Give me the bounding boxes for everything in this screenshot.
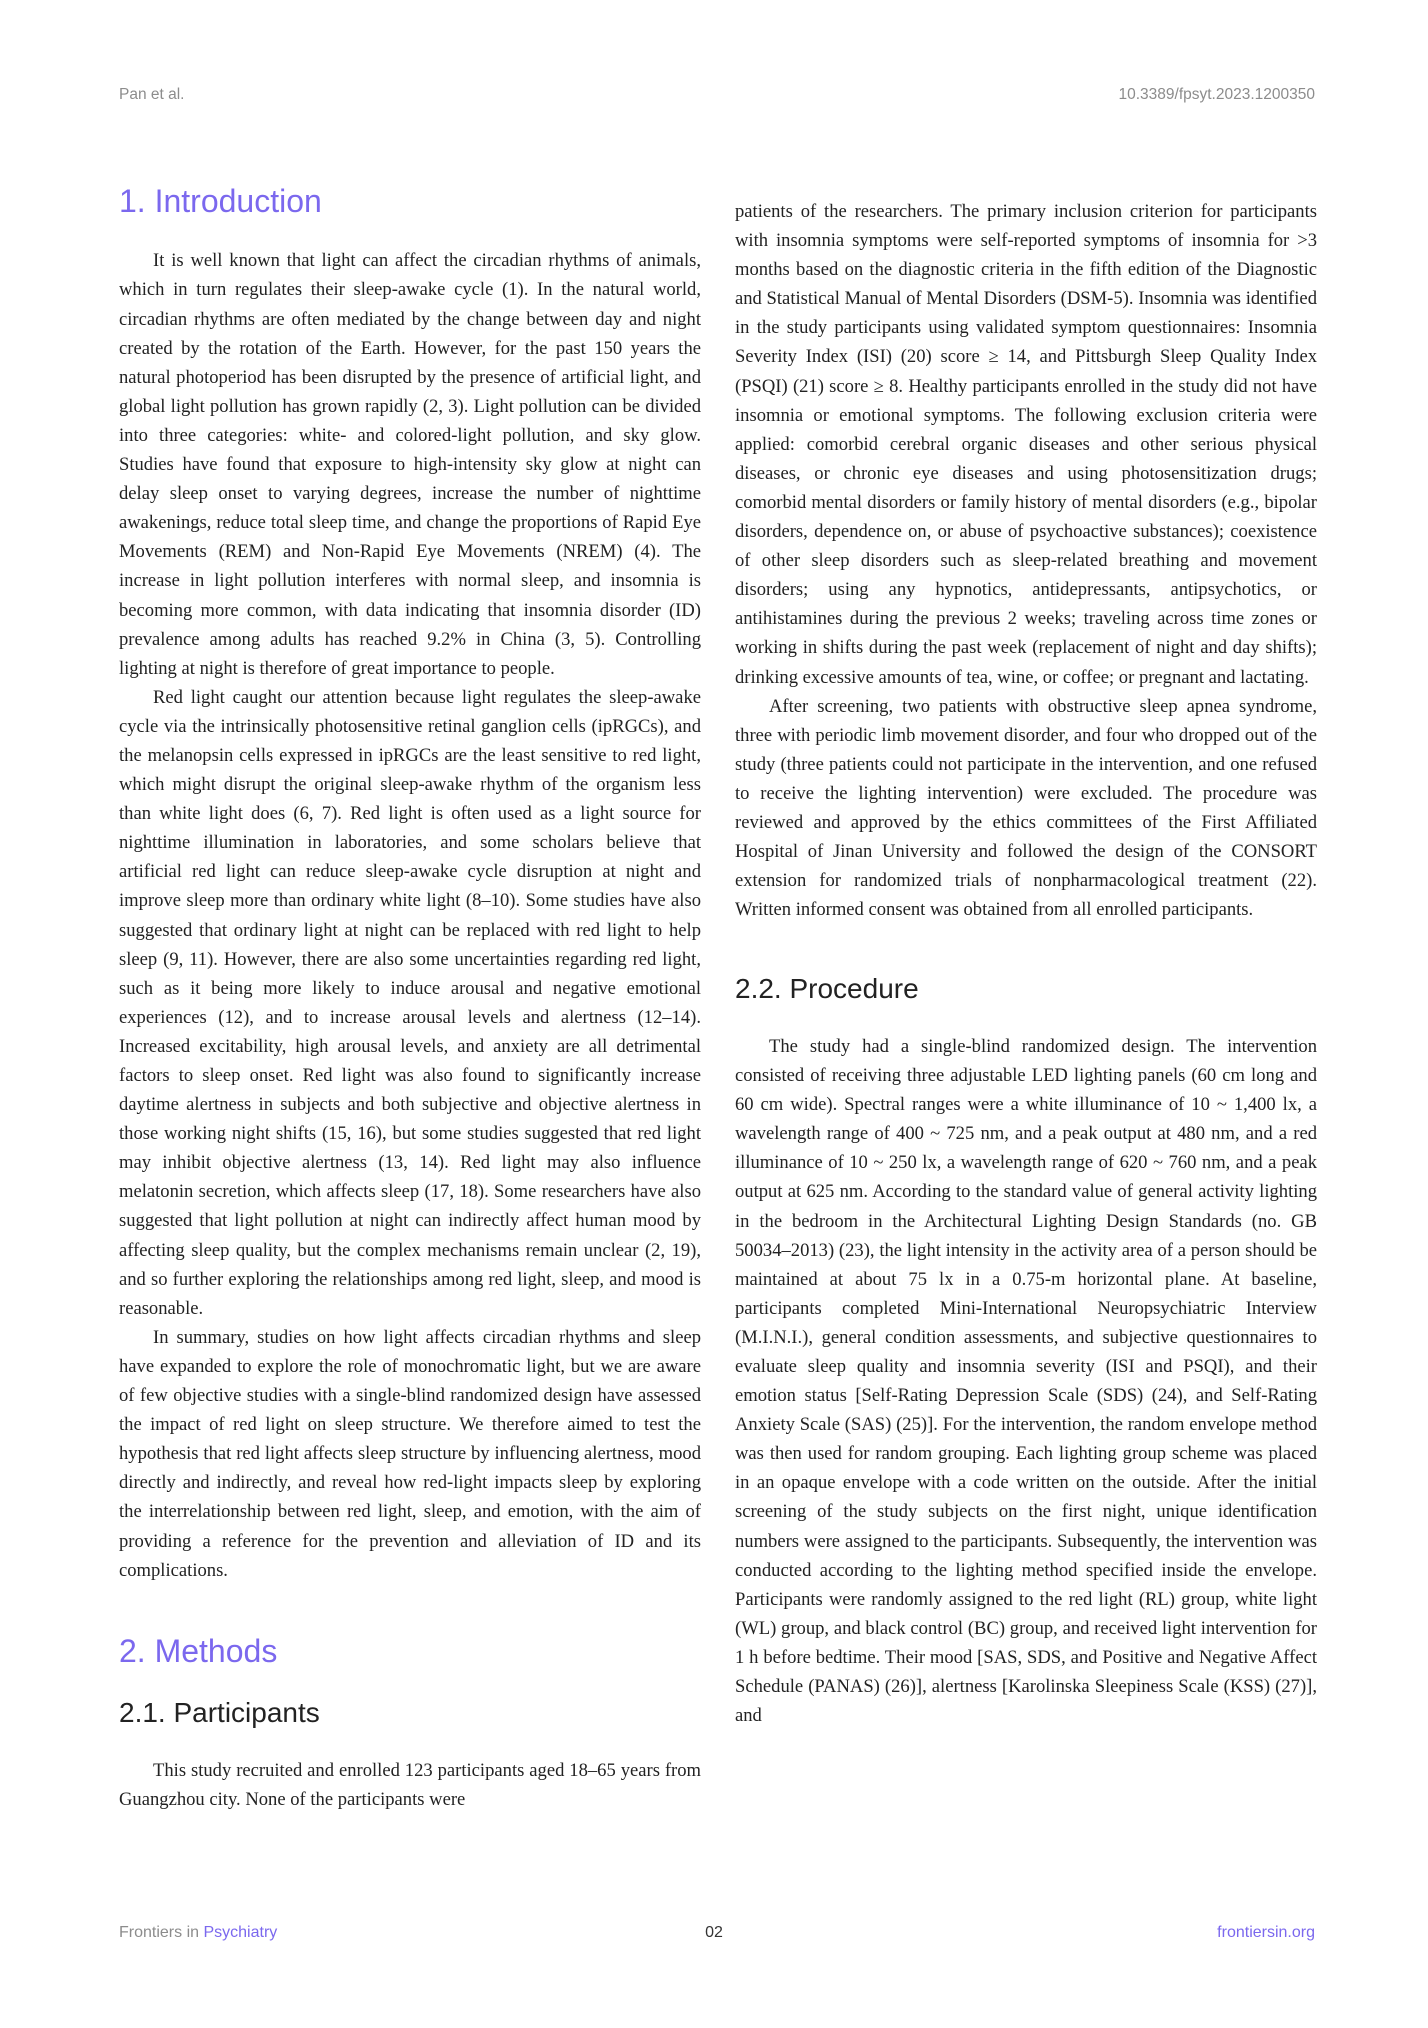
page-number: 02 bbox=[705, 1924, 723, 1941]
section-title-methods: 2. Methods bbox=[119, 1632, 278, 1669]
subsection-title-procedure: 2.2. Procedure bbox=[735, 973, 919, 1005]
running-head-doi: 10.3389/fpsyt.2023.1200350 bbox=[1118, 86, 1315, 103]
footer-site-link[interactable]: frontiersin.org bbox=[1217, 1924, 1315, 1941]
participants-paragraph-1-continued: patients of the researchers. The primary inclusion criterion for participants with insomnia symptoms were self-reported symptoms of insomnia for >3 months based on the diagnostic criteria in the fifth edition of the Diagnostic and Statistical Manual of Mental Disorders (DSM-5). Insomnia was identified in the study participants using validated symptom questionnaires: Insomnia Severity Index (ISI) (20) score ≥ 14, and Pittsburgh Sleep Quality Index (PSQI) (21) score ≥ 8. Healthy participants enrolled in the study did not have insomnia or emotional symptoms. The following exclusion criteria were applied: comorbid cerebral organic diseases and other serious physical diseases, or chronic eye diseases and using photosensitization drugs; comorbid mental disorders or family history of mental disorders (e.g., bipolar disorders, dependence on, or abuse of psychoactive substances); coexistence of other sleep disorders such as sleep-related breathing and movement disorders; using any hypnotics, antidepressants, antipsychotics, or antihistamines during the previous 2 weeks; traveling across time zones or working in shifts during the past week (replacement of night and day shifts); drinking excessive amounts of tea, wine, or coffee; or pregnant and lactating. bbox=[735, 201, 1317, 688]
intro-paragraph-3: In summary, studies on how light affects circadian rhythms and sleep have expanded to explore the role of monochromatic light, but we are aware of few objective studies with a single-blind randomized design have assessed the impact of red light on sleep structure. We therefore aimed to test the hypothesis that red light affects sleep structure by influencing alertness, mood directly and indirectly, and reveal how red-light impacts sleep by exploring the interrelationship between red light, sleep, and emotion, with the aim of providing a reference for the prevention and alleviation of ID and its complications. bbox=[119, 1326, 701, 1581]
section-title-introduction: 1. Introduction bbox=[119, 183, 322, 219]
procedure-paragraph-1: The study had a single-blind randomized design. The intervention consisted of receiving three adjustable LED lighting panels (60 cm long and 60 cm wide). Spectral ranges were a white illuminance of 10 ~ 1,400 lx, a wavelength range of 400 ~ 725 nm, and a peak output at 480 nm, and a red illuminance of 10 ~ 250 lx, a wavelength range of 620 ~ 760 nm, and a peak output at 625 nm. According to the standard value of general activity lighting in the bedroom in the Architectural Lighting Design Standards (no. GB 50034–2013) (23), the light intensity in the activity area of a person should be maintained at about 75 lx in a 0.75-m horizontal plane. At baseline, participants completed Mini-International Neuropsychiatric Interview (M.I.N.I.), general condition assessments, and subjective questionnaires to evaluate sleep quality and insomnia severity (ISI and PSQI), and their emotion status [Self-Rating Depression Scale (SDS) (24), and Self-Rating Anxiety Scale (SAS) (25)]. For the intervention, the random envelope method was then used for random grouping. Each lighting group scheme was placed in an opaque envelope with a code written on the outside. After the initial screening of the study subjects on the first night, unique identification numbers were assigned to the participants. Subsequently, the intervention was conducted according to the lighting method specified inside the envelope. Participants were randomly assigned to the red light (RL) group, white light (WL) group, and black control (BC) group, and received light intervention for 1 h before bedtime. Their mood [SAS, SDS, and Positive and Negative Affect Schedule (PANAS) (26)], alertness [Karolinska Sleepiness Scale (KSS) (27)], and bbox=[735, 1035, 1317, 1727]
subsection-title-participants: 2.1. Participants bbox=[119, 1697, 320, 1729]
participants-paragraph-2: After screening, two patients with obstructive sleep apnea syndrome, three with periodic limb movement disorder, and four who dropped out of the study (three patients could not participate in the intervention, and one refused to receive the lighting intervention) were excluded. The procedure was reviewed and approved by the ethics committees of the First Affiliated Hospital of Jinan University and followed the design of the CONSORT extension for randomized trials of nonpharmacological treatment (22). Written informed consent was obtained from all enrolled participants. bbox=[735, 695, 1317, 921]
footer-journal-link[interactable]: Psychiatry bbox=[203, 1924, 278, 1941]
running-head-authors: Pan et al. bbox=[119, 86, 185, 103]
participants-paragraph-1: This study recruited and enrolled 123 participants aged 18–65 years from Guangzhou city. None of the participants were bbox=[119, 1759, 701, 1810]
intro-paragraph-1: It is well known that light can affect the circadian rhythms of animals, which in turn regulates their sleep-awake cycle (1). In the natural world, circadian rhythms are often mediated by the change between day and night created by the rotation of the Earth. However, for the past 150 years the natural photoperiod has been disrupted by the presence of artificial light, and global light pollution has grown rapidly (2, 3). Light pollution can be divided into three categories: white- and colored-light pollution, and sky glow. Studies have found that exposure to high-intensity sky glow at night can delay sleep onset to varying degrees, increase the number of nighttime awakenings, reduce total sleep time, and change the proportions of Rapid Eye Movements (REM) and Non-Rapid Eye Movements (NREM) (4). The increase in light pollution interferes with normal sleep, and insomnia is becoming more common, with data indicating that insomnia disorder (ID) prevalence among adults has reached 9.2% in China (3, 5). Controlling lighting at night is therefore of great importance to people. bbox=[119, 250, 701, 679]
footer-journal-prefix: Frontiers in bbox=[119, 1924, 200, 1941]
right-column bbox=[735, 197, 1317, 1730]
intro-paragraph-2: Red light caught our attention because light regulates the sleep-awake cycle via the intrinsically photosensitive retinal ganglion cells (ipRGCs), and the melanopsin cells expressed in ipRGCs are the least sensitive to red light, which might disrupt the original sleep-awake rhythm of the organism less than white light does (6, 7). Red light is often used as a light source for nighttime illumination in laboratories, and some scholars believe that artificial red light can reduce sleep-awake cycle disruption at night and improve sleep more than ordinary white light (8–10). Some studies have also suggested that ordinary light at night can be replaced with red light to help sleep (9, 11). However, there are also some uncertainties regarding red light, such as it being more likely to induce arousal and negative emotional experiences (12), and to increase arousal levels and alertness (12–14). Increased excitability, high arousal levels, and anxiety are all detrimental factors to sleep onset. Red light was also found to significantly increase daytime alertness in subjects and both subjective and objective alertness in those working night shifts (15, 16), but some studies suggested that red light may inhibit objective alertness (13, 14). Red light may also influence melatonin secretion, which affects sleep (17, 18). Some researchers have also suggested that light pollution at night can indirectly affect human mood by affecting sleep quality, but the complex mechanisms remain unclear (2, 19), and so further exploring the relationships among red light, sleep, and mood is reasonable. bbox=[119, 686, 701, 1319]
left-column bbox=[119, 182, 701, 1814]
